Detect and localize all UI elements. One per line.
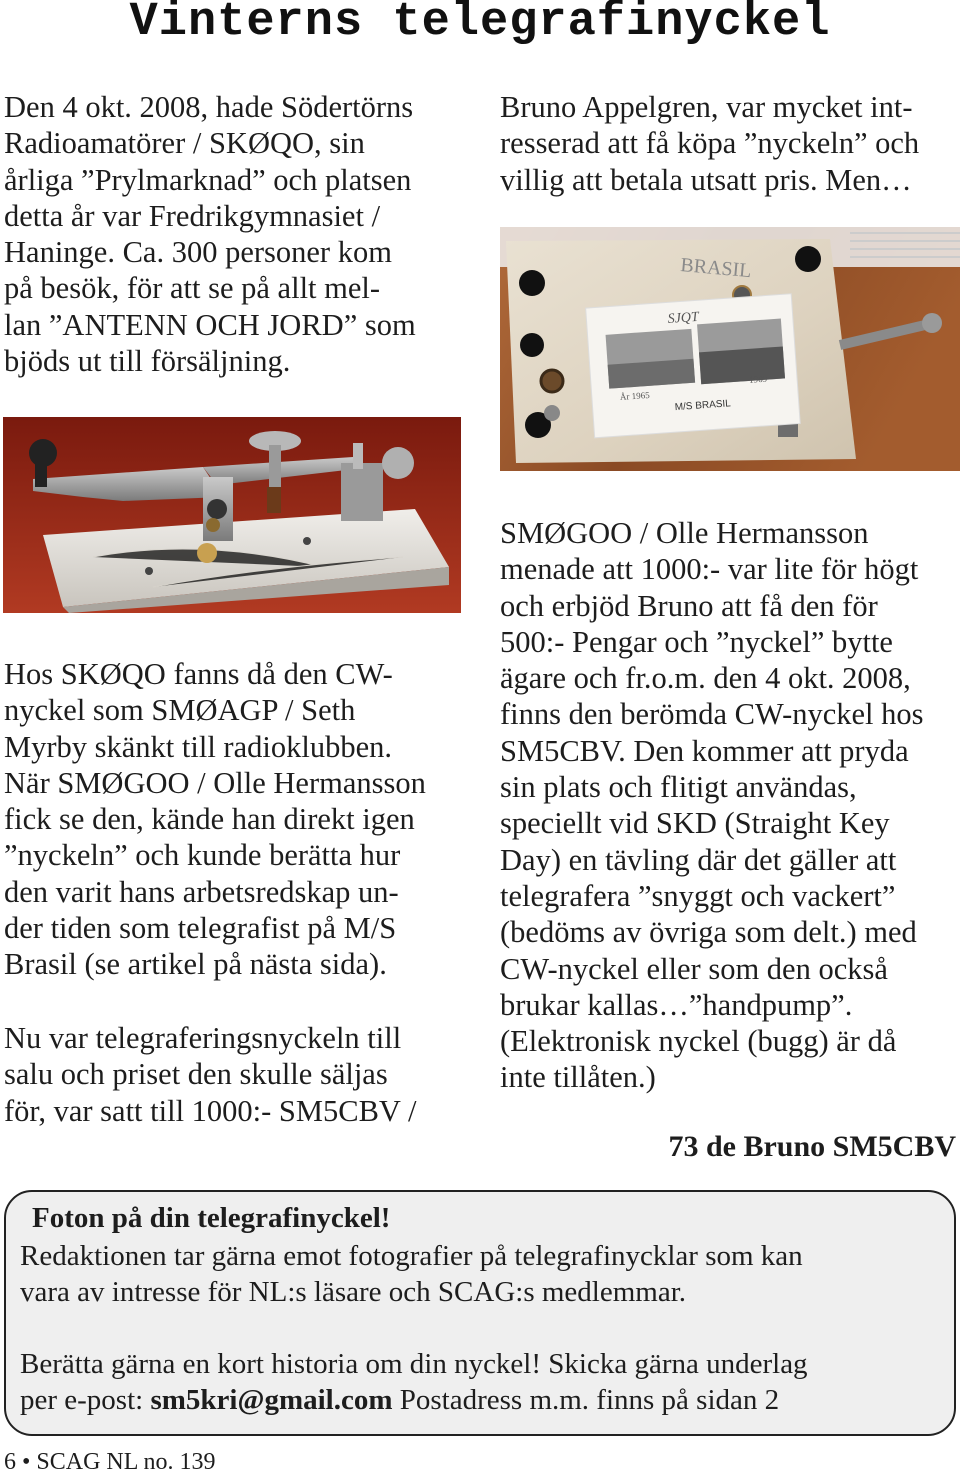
text-line: Nu var telegraferingsnyckeln till [4, 1021, 402, 1055]
text-line: resserad att få köpa ”nyckeln” och [500, 126, 920, 161]
text-line: ägare och fr.o.m. den 4 okt. 2008, [500, 661, 911, 696]
text-line: När SMØGOO / Olle Hermansson [4, 765, 426, 800]
text-line: brukar kallas…”handpump”. [500, 987, 853, 1022]
text-line: finns den berömda CW-nyckel hos [500, 697, 924, 732]
text-line: nyckel som SMØAGP / Seth [4, 693, 356, 728]
text-line: inte tillåten.) [500, 1060, 656, 1095]
sale-paragraph [4, 1020, 417, 1129]
card-year-left: År 1965 [619, 389, 650, 402]
notice-heading: Foton på din telegrafinyckel! [32, 1202, 391, 1234]
text-line: detta år var Fredrikgymnasiet / [4, 198, 381, 233]
text-line: SM5CBV. Den kommer att pryda [500, 733, 909, 768]
text-line: (bedöms av övriga som delt.) med [500, 915, 917, 950]
text-line: lan ”ANTENN OCH JORD” som [4, 307, 416, 342]
text-line: telegrafera ”snyggt och vackert” [500, 878, 896, 913]
text-line: Bruno Appelgren, var mycket int- [500, 90, 913, 124]
notice-line [20, 1382, 808, 1418]
notice-line: Redaktionen tar gärna emot fotografier på telegrafinycklar som kan [20, 1240, 803, 1272]
text-line: och erbjöd Bruno att få den för [500, 588, 878, 623]
bruno-paragraph [500, 89, 919, 198]
intro-paragraph [4, 89, 416, 379]
text-line: (Elektronisk nyckel (bugg) är då [500, 1024, 897, 1059]
text-line: på besök, för att se på allt mel- [4, 271, 381, 306]
text-line: ”nyckeln” och kunde berätta hur [4, 838, 401, 873]
text-line: Day) en tävling där det gäller att [500, 842, 897, 877]
text-line: speciellt vid SKD (Straight Key [500, 806, 890, 841]
text-line: menade att 1000:- var lite för högt [500, 552, 919, 587]
notice-line: vara av intresse för NL:s läsare och SCAG:s medlemmar. [20, 1276, 687, 1308]
notice-line: Berätta gärna en kort historia om din nyckel! Skicka gärna underlag [20, 1348, 808, 1380]
card-handwriting: SJQT [667, 309, 700, 327]
text-line: Hos SKØQO fanns då den CW- [4, 657, 393, 691]
text-line: villig att betala utsatt pris. Men… [500, 162, 912, 197]
email-prefix: per e-post: [20, 1384, 151, 1416]
notice-spacer [20, 1310, 808, 1346]
text-line: der tiden som telegrafist på M/S [4, 911, 397, 946]
page-title: Vinterns telegrafinyckel [129, 0, 831, 49]
text-line: CW-nyckel eller som den också [500, 951, 888, 986]
text-line: SMØGOO / Olle Hermansson [500, 516, 869, 550]
text-line: bjöds ut till försäljning. [4, 344, 291, 379]
author-signature: 73 de Bruno SM5CBV [668, 1130, 956, 1163]
text-line: den varit hans arbetsredskap un- [4, 874, 399, 909]
telegraph-key-photo [3, 417, 461, 613]
text-line: Brasil (se artikel på nästa sida). [4, 947, 387, 982]
card-year-right: 1969 [748, 373, 768, 385]
text-line: 500:- Pengar och ”nyckel” bytte [500, 624, 893, 659]
text-line: för, var satt till 1000:- SM5CBV / [4, 1093, 417, 1128]
text-line: salu och priset den skulle säljas [4, 1057, 388, 1092]
text-line: fick se den, kände han direkt igen [4, 802, 415, 837]
notice-body [20, 1238, 808, 1418]
text-line: Radioamatörer / SKØQO, sin [4, 126, 365, 161]
handwritten-label: BRASIL [679, 254, 753, 283]
email-link[interactable]: sm5kri@gmail.com [150, 1384, 393, 1416]
text-line: sin plats och flitigt användas, [500, 770, 857, 805]
email-suffix: Postadress m.m. finns på sidan 2 [392, 1384, 780, 1416]
card-caption: M/S BRASIL [674, 398, 732, 414]
key-history-paragraph [4, 656, 426, 983]
page-footer: 6 • SCAG NL no. 139 [4, 1449, 216, 1475]
text-line: Myrby skänkt till radioklubben. [4, 729, 392, 764]
photo-request-box [4, 1190, 956, 1436]
text-line: Den 4 okt. 2008, hade Södertörns [4, 90, 414, 124]
text-line: Haninge. Ca. 300 personer kom [4, 235, 392, 270]
key-underside-photo [500, 227, 960, 471]
text-line: årliga ”Prylmarknad” och platsen [4, 162, 412, 197]
trade-paragraph [500, 515, 924, 1096]
